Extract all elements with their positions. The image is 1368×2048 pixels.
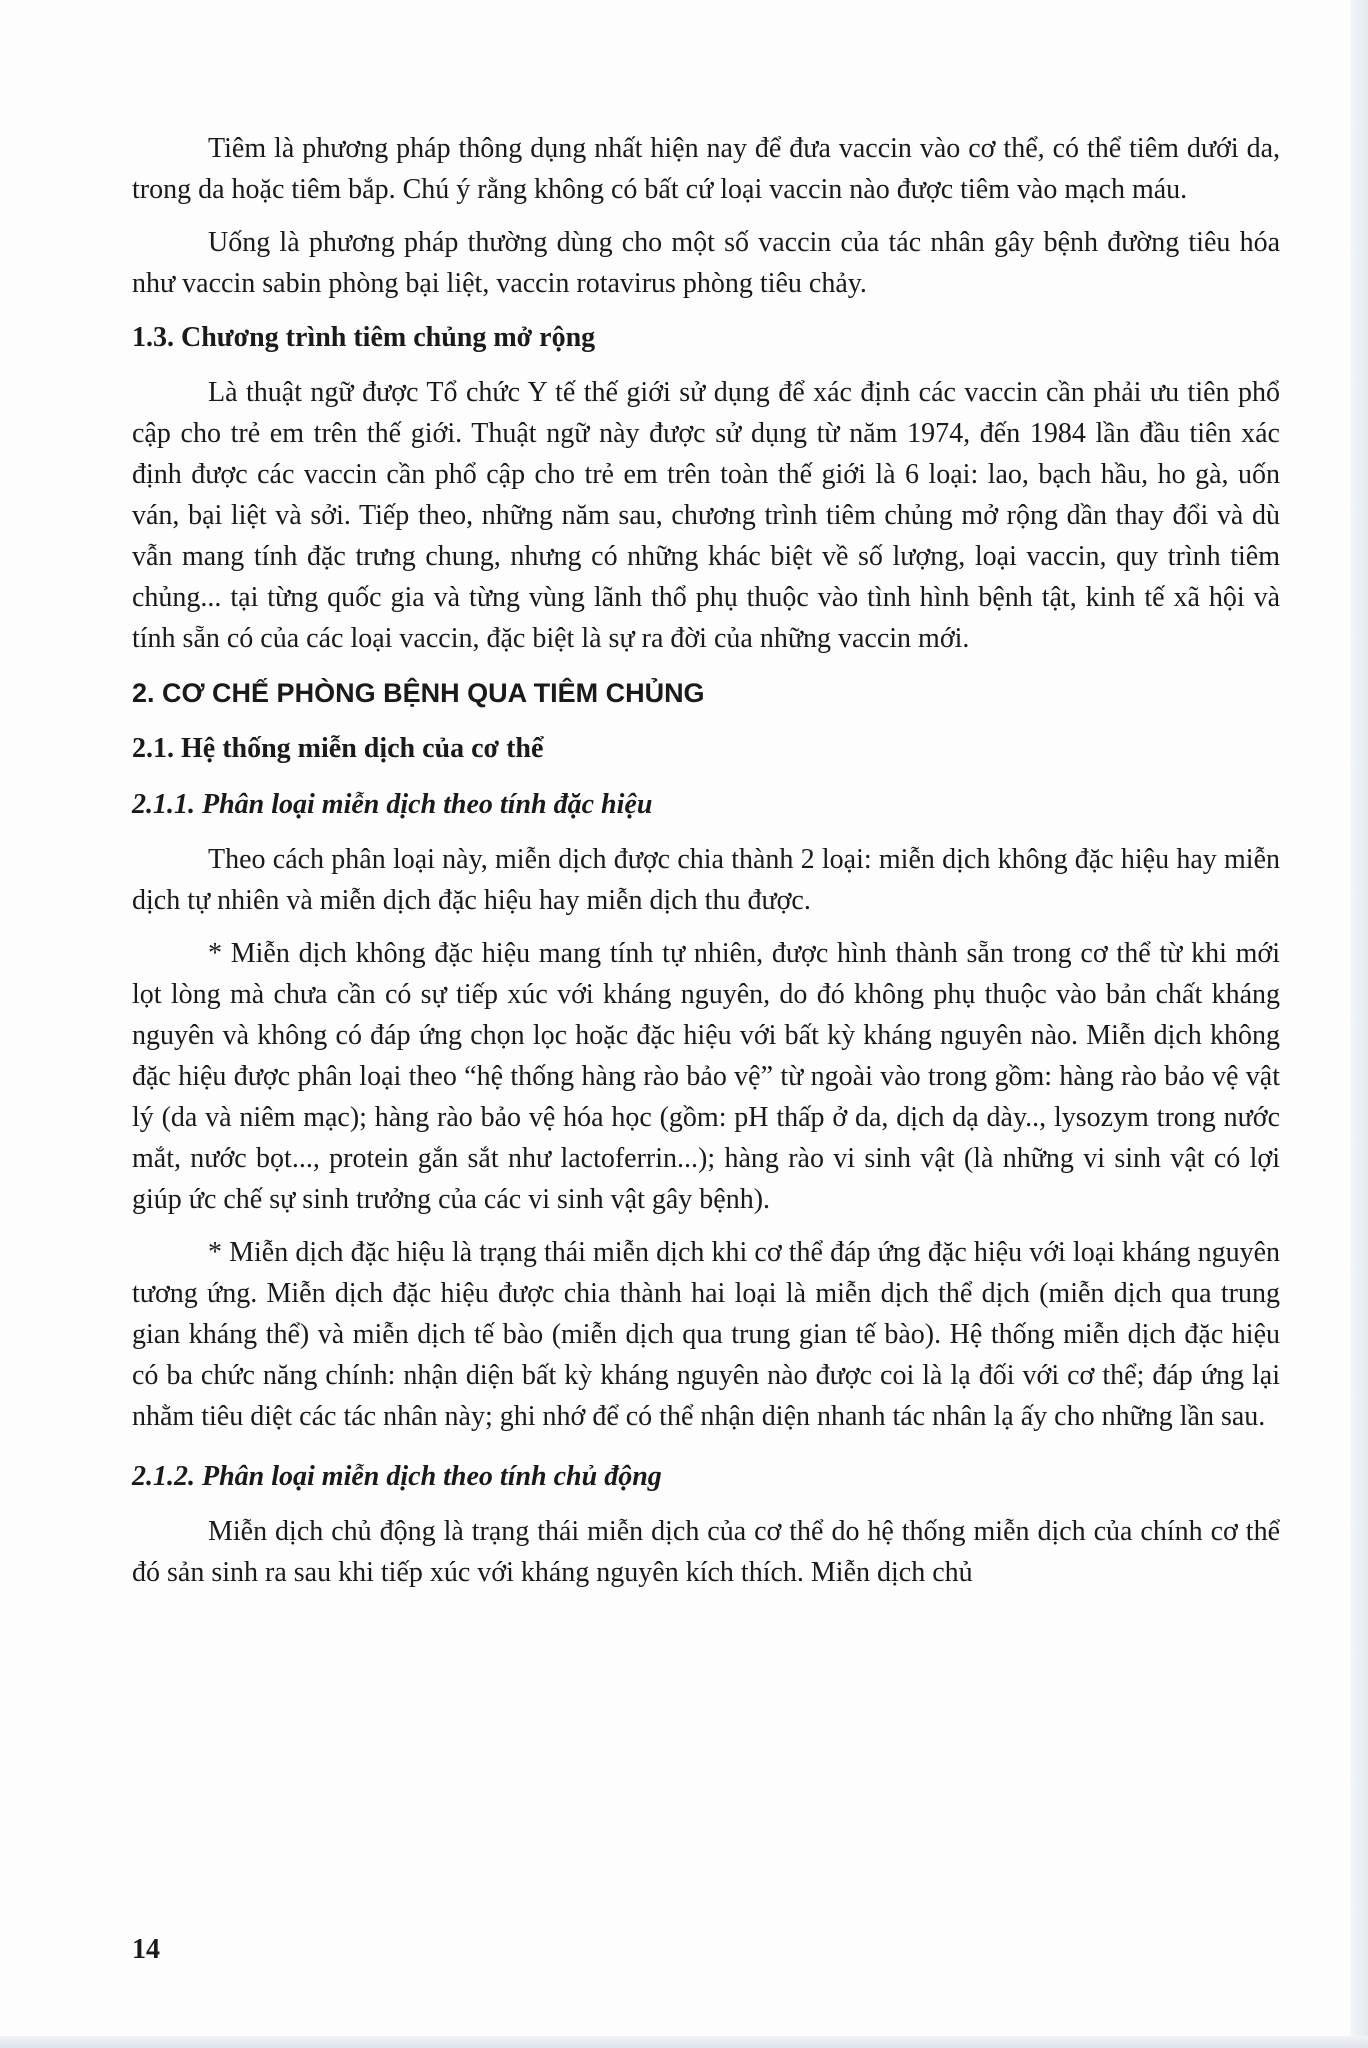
paragraph-oral: Uống là phương pháp thường dùng cho một số vaccin của tác nhân gây bệnh đường tiêu hóa như vaccin sabin phòng bại liệt, vaccin rotavirus phòng tiêu chảy. [132, 227, 1280, 299]
heading-1-3: 1.3. Chương trình tiêm chủng mở rộng [132, 322, 596, 353]
heading-2: 2. CƠ CHẾ PHÒNG BỆNH QUA TIÊM CHỦNG [132, 678, 705, 708]
page-content [132, 128, 1280, 1593]
paragraph-specific: * Miễn dịch đặc hiệu là trạng thái miễn dịch khi cơ thể đáp ứng đặc hiệu với loại kháng nguyên tương ứng. Miễn dịch đặc hiệu được chia thành hai loại là miễn dịch thể dịch (miễn dịch qua trung gian kháng thể) và miễn dịch tế bào (miễn dịch qua trung gian tế bào). Hệ thống miễn dịch đặc hiệu có ba chức năng chính: nhận diện bất kỳ kháng nguyên nào được coi là lạ đối với cơ thể; đáp ứng lại nhằm tiêu diệt các tác nhân này; ghi nhớ để có thể nhận diện nhanh tác nhân lạ ấy cho những lần sau. [132, 1237, 1280, 1432]
paragraph-injection: Tiêm là phương pháp thông dụng nhất hiện nay để đưa vaccin vào cơ thể, có thể tiêm dưới da, trong da hoặc tiêm bắp. Chú ý rằng không có bất cứ loại vaccin nào được tiêm vào mạch máu. [132, 133, 1280, 205]
page-edge-bottom [0, 2036, 1368, 2048]
paragraph-epi: Là thuật ngữ được Tổ chức Y tế thế giới sử dụng để xác định các vaccin cần phải ưu tiên phổ cập cho trẻ em trên thế giới. Thuật ngữ này được sử dụng từ năm 1974, đến 1984 lần đầu tiên xác định được các vaccin cần phổ cập cho trẻ em trên toàn thế giới là 6 loại: lao, bạch hầu, ho gà, uốn ván, bại liệt và sởi. Tiếp theo, những năm sau, chương trình tiêm chủng mở rộng dần thay đổi và dù vẫn mang tính đặc trưng chung, nhưng có những khác biệt về số lượng, loại vaccin, quy trình tiêm chủng... tại từng quốc gia và từng vùng lãnh thổ phụ thuộc vào tình hình bệnh tật, kinh tế xã hội và tính sẵn có của các loại vaccin, đặc biệt là sự ra đời của những vaccin mới. [132, 377, 1280, 654]
paragraph-nonspecific: * Miễn dịch không đặc hiệu mang tính tự nhiên, được hình thành sẵn trong cơ thể từ khi mới lọt lòng mà chưa cần có sự tiếp xúc với kháng nguyên, do đó không phụ thuộc vào bản chất kháng nguyên và không có đáp ứng chọn lọc hoặc đặc hiệu với bất kỳ kháng nguyên nào. Miễn dịch không đặc hiệu được phân loại theo “hệ thống hàng rào bảo vệ” từ ngoài vào trong gồm: hàng rào bảo vệ vật lý (da và niêm mạc); hàng rào bảo vệ hóa học (gồm: pH thấp ở da, dịch dạ dày.., lysozym trong nước mắt, nước bọt..., protein gắn sắt như lactoferrin...); hàng rào vi sinh vật (là những vi sinh vật có lợi giúp ức chế sự sinh trưởng của các vi sinh vật gây bệnh). [132, 938, 1280, 1215]
page-number: 14 [132, 1934, 160, 1965]
page-edge-right [1350, 0, 1368, 2048]
paragraph-active: Miễn dịch chủ động là trạng thái miễn dịch của cơ thể do hệ thống miễn dịch của chính cơ thể đó sản sinh ra sau khi tiếp xúc với kháng nguyên kích thích. Miễn dịch chủ [132, 1516, 1280, 1588]
heading-2-1: 2.1. Hệ thống miễn dịch của cơ thể [132, 733, 544, 764]
paragraph-classification: Theo cách phân loại này, miễn dịch được chia thành 2 loại: miễn dịch không đặc hiệu hay miễn dịch tự nhiên và miễn dịch đặc hiệu hay miễn dịch thu được. [132, 844, 1280, 916]
heading-2-1-2: 2.1.2. Phân loại miễn dịch theo tính chủ động [132, 1461, 662, 1492]
heading-2-1-1: 2.1.1. Phân loại miễn dịch theo tính đặc hiệu [132, 789, 653, 820]
